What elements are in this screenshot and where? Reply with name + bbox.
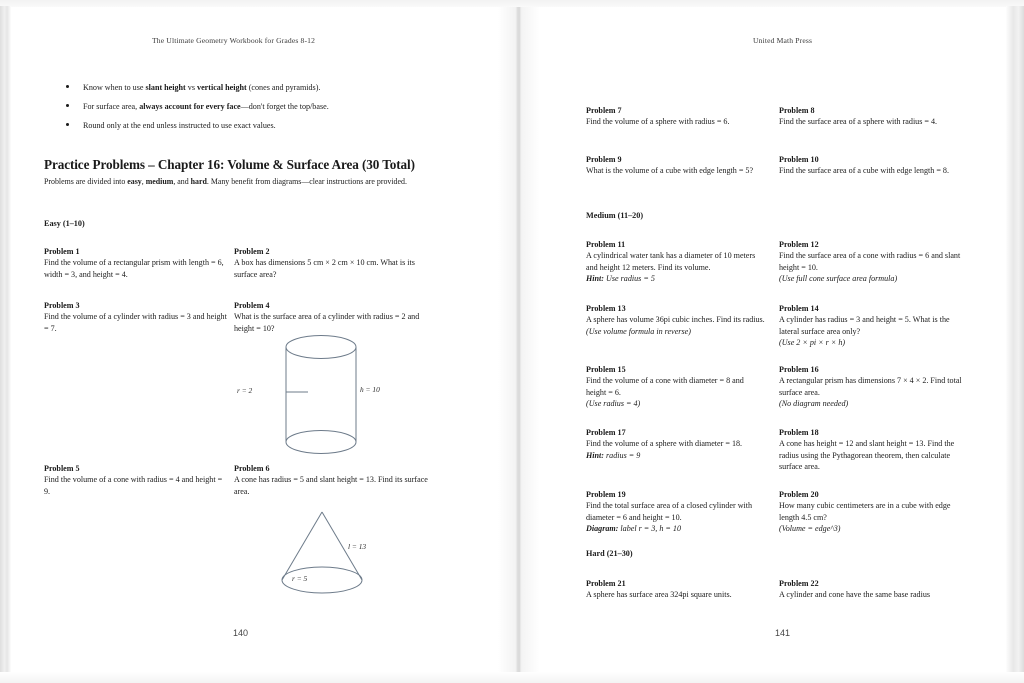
intro-e: . Many benefit from diagrams—clear instructions are provided. (206, 177, 407, 186)
problem-text: A sphere has volume 36pi cubic inches. Find its radius. (586, 315, 765, 325)
page-title: Practice Problems – Chapter 16: Volume & Surface Area (30 Total) (44, 157, 415, 172)
page-number-right: 141 (775, 628, 791, 638)
problem-text: Find the surface area of a sphere with radius = 4. (779, 117, 938, 127)
cone-left-slant (282, 512, 322, 580)
intro-d: , and (173, 177, 191, 186)
problem-text: How many cubic centimeters are in a cube with edge length 4.5 cm? (779, 501, 951, 522)
problem-6 (234, 463, 429, 497)
problem-2 (234, 246, 424, 280)
bullet-text-pre: For surface area, (83, 101, 140, 111)
problem-11 (586, 239, 766, 284)
list-item (62, 101, 442, 112)
problem-title: Problem 13 (586, 304, 626, 313)
problem-text: A cone has radius = 5 and slant height = 13. Find its surface area. (234, 475, 428, 496)
problem-title: Problem 12 (779, 240, 819, 249)
key-points-list (62, 82, 442, 139)
cylinder-diagram (237, 330, 425, 455)
cylinder-top-ellipse (286, 336, 356, 359)
problem-title: Problem 3 (44, 301, 80, 310)
hint-label: Diagram: (586, 523, 619, 533)
cylinder-bottom-front-arc (286, 442, 356, 453)
problem-1 (44, 246, 229, 280)
problem-19 (586, 489, 766, 534)
problem-12 (779, 239, 963, 284)
problem-title: Problem 17 (586, 428, 626, 437)
problem-hint: (Use full cone surface area formula) (779, 273, 898, 283)
problem-8 (779, 105, 963, 128)
problem-hint: (Use radius = 4) (586, 398, 641, 408)
problem-15 (586, 364, 766, 409)
problem-text: What is the volume of a cube with edge length = 5? (586, 166, 754, 176)
book-edge-right (1006, 6, 1024, 672)
cylinder-svg (250, 330, 425, 455)
intro-paragraph (44, 176, 426, 187)
problem-title: Problem 6 (234, 464, 270, 473)
problem-title: Problem 1 (44, 247, 80, 256)
problem-text: Find the volume of a sphere with radius = 6. (586, 117, 730, 127)
problem-3 (44, 300, 229, 334)
running-head-left: The Ultimate Geometry Workbook for Grades 8-12 (152, 36, 316, 45)
cone-slant-label: l = 13 (348, 542, 367, 551)
problem-title: Problem 14 (779, 304, 819, 313)
problem-text: Find the surface area of a cone with radius = 6 and slant height = 10. (779, 251, 961, 272)
problem-text: Find the volume of a cone with diameter = 8 and height = 6. (586, 376, 744, 397)
problem-title: Problem 19 (586, 490, 626, 499)
problem-20 (779, 489, 963, 534)
problem-text: Find the volume of a cylinder with radius = 3 and height = 7. (44, 312, 227, 333)
problem-title: Problem 11 (586, 240, 626, 249)
problem-text: What is the surface area of a cylinder with radius = 2 and height = 10? (234, 312, 420, 333)
intro-c: , (141, 177, 146, 186)
cone-radius-label: r = 5 (292, 574, 308, 583)
bullet-text-pre: Round only at the end unless instructed to use exact values. (83, 120, 276, 130)
intro-bold-medium: medium (145, 177, 174, 186)
bullet-text-post: —don't forget the top/base. (240, 101, 329, 111)
running-head-right: United Math Press (753, 36, 813, 45)
problem-21 (586, 578, 766, 601)
problem-text: A cylinder has radius = 3 and height = 5. What is the lateral surface area only? (779, 315, 950, 336)
problem-title: Problem 10 (779, 155, 819, 164)
book-edge-left (0, 6, 11, 672)
problem-title: Problem 16 (779, 365, 819, 374)
problem-title: Problem 2 (234, 247, 270, 256)
problem-title: Problem 20 (779, 490, 819, 499)
bullet-text-post: (cones and pyramids). (246, 83, 321, 92)
problem-text: A cylinder and cone have the same base radius (779, 590, 931, 600)
problem-hint: Hint: radius = 9 (586, 450, 641, 460)
problem-7 (586, 105, 766, 128)
problem-5 (44, 463, 229, 497)
cylinder-bottom-back-arc (286, 431, 356, 442)
problem-hint: (Use 2 × pi × r × h) (779, 337, 846, 347)
list-item (62, 120, 442, 131)
problem-22 (779, 578, 969, 601)
bullet-dot-icon (66, 85, 69, 88)
problem-13 (586, 303, 766, 337)
section-heading-medium: Medium (11–20) (586, 211, 644, 220)
section-heading-easy: Easy (1–10) (44, 219, 85, 228)
problem-hint: Diagram: label r = 3, h = 10 (586, 523, 682, 533)
problem-hint: Hint: Use radius = 5 (586, 273, 655, 283)
page-number-left: 140 (233, 628, 249, 638)
problem-4 (234, 300, 424, 334)
problem-hint: (No diagram needed) (779, 398, 849, 408)
problem-title: Problem 9 (586, 155, 622, 164)
problem-hint: (Volume = edge^3) (779, 523, 841, 533)
cylinder-radius-label: r = 2 (237, 386, 253, 395)
problem-14 (779, 303, 963, 348)
list-item (62, 82, 442, 93)
section-heading-hard: Hard (21–30) (586, 549, 633, 558)
bullet-text-bold-1: slant height (145, 83, 186, 92)
cone-diagram (265, 505, 395, 600)
bullet-text-pre: Know when to use (83, 83, 146, 92)
problem-title: Problem 15 (586, 365, 626, 374)
problem-title: Problem 21 (586, 579, 626, 588)
problem-16 (779, 364, 963, 409)
problem-title: Problem 22 (779, 579, 819, 588)
intro-bold-hard: hard (190, 177, 207, 186)
intro-bold-easy: easy (127, 177, 142, 186)
bullet-text-bold-1: always account for every face (139, 101, 241, 111)
bullet-dot-icon (66, 104, 69, 107)
problem-9 (586, 154, 766, 177)
cylinder-height-label: h = 10 (360, 385, 380, 394)
hint-label: Hint: (586, 273, 604, 283)
problem-title: Problem 7 (586, 106, 622, 115)
problem-text: A cylindrical water tank has a diameter of 10 meters and height 12 meters. Find its volume. (586, 251, 756, 272)
problem-text: A cone has height = 12 and slant height = 13. Find the radius using the Pythagorean theorem, then calculate surface area. (779, 439, 955, 471)
problem-title: Problem 5 (44, 464, 80, 473)
problem-title: Problem 4 (234, 301, 270, 310)
page-block-bottom-edge (0, 672, 1024, 683)
problem-10 (779, 154, 963, 177)
intro-a: Problems are divided into (44, 177, 128, 186)
cone-svg (265, 505, 395, 600)
problem-title: Problem 18 (779, 428, 819, 437)
problem-17 (586, 427, 766, 461)
hint-label: Hint: (586, 450, 604, 460)
problem-hint: (Use volume formula in reverse) (586, 326, 691, 336)
problem-text: Find the volume of a rectangular prism with length = 6, width = 3, and height = 4. (44, 258, 224, 279)
problem-title: Problem 8 (779, 106, 815, 115)
problem-text: A box has dimensions 5 cm × 2 cm × 10 cm. What is its surface area? (234, 258, 415, 279)
problem-text: A rectangular prism has dimensions 7 × 4 × 2. Find total surface area. (779, 376, 962, 397)
book-spine-line (518, 7, 520, 672)
problem-18 (779, 427, 965, 472)
problem-text: Find the volume of a cone with radius = 4 and height = 9. (44, 475, 223, 496)
problem-text: A sphere has surface area 324pi square units. (586, 590, 732, 600)
problem-text: Find the volume of a sphere with diameter = 18. (586, 439, 743, 449)
bullet-dot-icon (66, 123, 69, 126)
problem-text: Find the surface area of a cube with edge length = 8. (779, 166, 949, 176)
problem-text: Find the total surface area of a closed cylinder with diameter = 6 and height = 10. (586, 501, 753, 522)
bullet-text-bold-2: vertical height (197, 83, 247, 92)
bullet-text-mid: vs (185, 83, 198, 92)
